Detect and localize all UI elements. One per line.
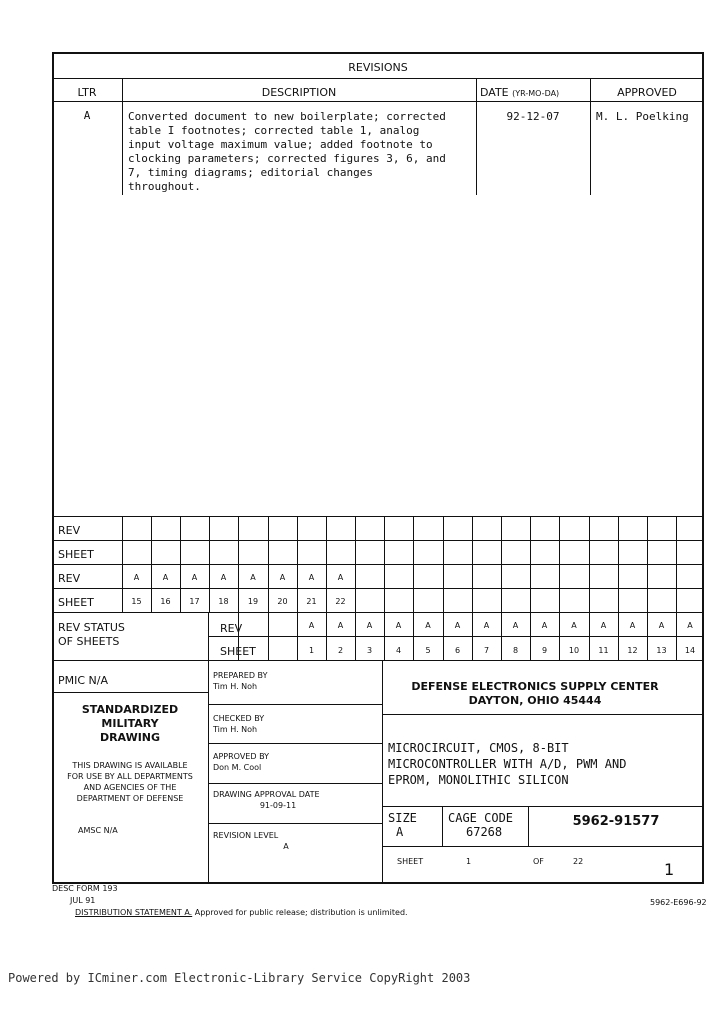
lower-sheet-cell: 6 [454,646,461,655]
grid-divider [676,516,677,612]
lower-sheet-cell: 2 [337,646,344,655]
availability-line-3: AND AGENCIES OF THE [83,783,177,792]
lower-rev-cell: A [395,621,402,630]
lower-sheet-cell: 14 [684,646,696,655]
revisions-title: REVISIONS [348,61,408,74]
col-date-label: DATE [480,86,509,99]
revision-approved: M. L. Poelking [596,110,689,123]
lower-rev-cell: A [629,621,636,630]
grid-divider [472,516,473,612]
grid-divider [384,516,385,612]
lower-sheet-cell: 13 [656,646,667,655]
revision-ltr: A [83,109,91,122]
grid-divider [268,612,269,660]
divider [52,540,704,541]
lower-sheet-cell: 4 [395,646,402,655]
rev-label-1: REV [58,524,81,537]
checked-by: Tim H. Noh [213,725,258,734]
lower-sheet-cell: 5 [425,646,431,655]
approval-date: 91-09-11 [259,801,297,810]
size-value: A [396,825,404,839]
col-approved-header: APPROVED [617,86,677,99]
lower-sheet-cell: 3 [366,646,373,655]
upper-sheet-cell: 19 [247,597,259,606]
drawing-number: 5962-91577 [572,814,660,829]
availability-line-4: DEPARTMENT OF DEFENSE [76,794,184,803]
lower-rev-cell: A [337,621,344,630]
divider [52,692,208,693]
divider [208,783,382,784]
divider [382,846,704,847]
divider [52,564,704,565]
lower-rev-cell: A [425,621,431,630]
of-label: OF [533,857,544,866]
sheet-label: SHEET [397,857,424,866]
upper-sheet-cell: 18 [218,597,229,606]
distribution-statement-label: DISTRIBUTION STATEMENT A. [75,908,193,917]
grid-divider [413,516,414,612]
smd-line-1: STANDARDIZED [81,703,179,716]
lower-sheet-cell: 12 [627,646,638,655]
approved-by: Don M. Cool [213,763,262,772]
cage-label: CAGE CODE [448,811,514,825]
approved-label: APPROVED BY [213,752,270,761]
lower-rev-cell: A [512,621,519,630]
of-total: 22 [573,857,584,866]
lower-rev-cell: A [687,621,693,630]
upper-sheet-cell: 21 [306,597,317,606]
pmic: PMIC N/A [58,674,109,687]
upper-rev-cell: A [337,573,344,582]
size-label: SIZE [388,811,417,825]
divider [52,516,704,517]
divider [208,823,382,824]
rev-label-2: REV [58,572,81,585]
divider [52,78,704,79]
org-line-2: DAYTON, OHIO 45444 [468,694,602,707]
distribution-statement [75,908,408,918]
col-ltr-header: LTR [77,86,97,99]
revision-description: Converted document to new boilerplate; corrected table I footnotes; corrected table 1, analog input voltage maximum value; added footnote to clocking parameters; corrected figures 3, 6, and 7, timing diagrams; editorial changes throughout. [128,110,446,193]
upper-sheet-cell: 20 [277,597,288,606]
amsc: AMSC N/A [78,826,118,835]
upper-rev-cell: A [133,573,140,582]
lower-rev-cell: A [658,621,665,630]
prepared-by: Tim H. Noh [213,682,258,691]
lower-sheet-cell: 9 [541,646,548,655]
col-description-header: DESCRIPTION [261,86,337,99]
powered-by: Powered by ICminer.com Electronic-Library Service CopyRight 2003 [8,971,471,985]
sheet-label-3: SHEET [220,645,256,658]
divider [208,636,704,637]
upper-rev-cell: A [162,573,169,582]
revision-date: 92-12-07 [506,110,560,123]
divider [52,588,704,589]
sheet-big-number: 1 [664,860,675,879]
doc-code: 5962-E696-92 [650,898,707,907]
title-line-2: MICROCONTROLLER WITH A/D, PWM AND [388,757,627,771]
lower-rev-cell: A [483,621,490,630]
grid-divider [559,516,560,612]
lower-sheet-cell: 10 [568,646,580,655]
col-date-format: (YR-MO-DA) [512,89,560,98]
sheet-label-2: SHEET [58,596,94,609]
upper-rev-cell: A [191,573,198,582]
desc-form-number: DESC FORM 193 [52,884,118,893]
divider [442,806,443,846]
lower-rev-cell: A [308,621,315,630]
grid-divider [501,516,502,612]
prepared-label: PREPARED BY [213,671,268,680]
col-date-header [480,86,559,99]
upper-rev-cell: A [250,573,256,582]
lower-sheet-cell: 7 [483,646,490,655]
smd-line-3: DRAWING [99,731,161,744]
desc-form-date: JUL 91 [70,896,96,905]
revision-level-label: REVISION LEVEL [213,831,279,840]
grid-divider [589,516,590,612]
lower-sheet-cell: 8 [512,646,519,655]
upper-sheet-cell: 17 [189,597,200,606]
lower-rev-cell: A [454,621,461,630]
smd-line-2: MILITARY [101,717,159,730]
lower-rev-cell: A [541,621,548,630]
sheet-value: 1 [466,857,472,866]
divider [382,806,704,807]
grid-divider [355,516,356,612]
approval-date-label: DRAWING APPROVAL DATE [213,790,320,799]
lower-rev-cell: A [600,621,607,630]
checked-label: CHECKED BY [213,714,265,723]
org-line-1: DEFENSE ELECTRONICS SUPPLY CENTER [411,680,659,693]
grid-divider [618,516,619,612]
availability-line-1: THIS DRAWING IS AVAILABLE [72,761,188,770]
lower-sheet-cell: 11 [598,646,609,655]
revision-level: A [283,842,289,851]
upper-rev-cell: A [279,573,286,582]
upper-rev-cell: A [308,573,315,582]
rev-label-3: REV [220,622,243,635]
lower-sheet-cell: 1 [308,646,315,655]
rev-status-label-2: OF SHEETS [58,635,120,648]
divider [382,714,704,715]
lower-rev-cell: A [366,621,373,630]
grid-divider [647,516,648,612]
availability-line-2: FOR USE BY ALL DEPARTMENTS [67,772,193,781]
divider [52,612,704,613]
title-line-1: MICROCIRCUIT, CMOS, 8-BIT [388,741,569,755]
divider [52,660,704,661]
upper-sheet-cell: 16 [160,597,171,606]
sheet-label-1: SHEET [58,548,94,561]
upper-sheet-cell: 15 [131,597,142,606]
divider [208,704,382,705]
divider [208,743,382,744]
lower-rev-cell: A [571,621,577,630]
upper-sheet-cell: 22 [335,597,346,606]
cage-value: 67268 [466,825,503,839]
upper-rev-cell: A [220,573,227,582]
grid-divider [443,516,444,612]
title-line-3: EPROM, MONOLITHIC SILICON [388,773,569,787]
distribution-statement-text: Approved for public release; distribution is unlimited. [192,908,408,917]
divider [52,101,704,102]
rev-status-label-1: REV STATUS [58,621,125,634]
grid-divider [530,516,531,612]
